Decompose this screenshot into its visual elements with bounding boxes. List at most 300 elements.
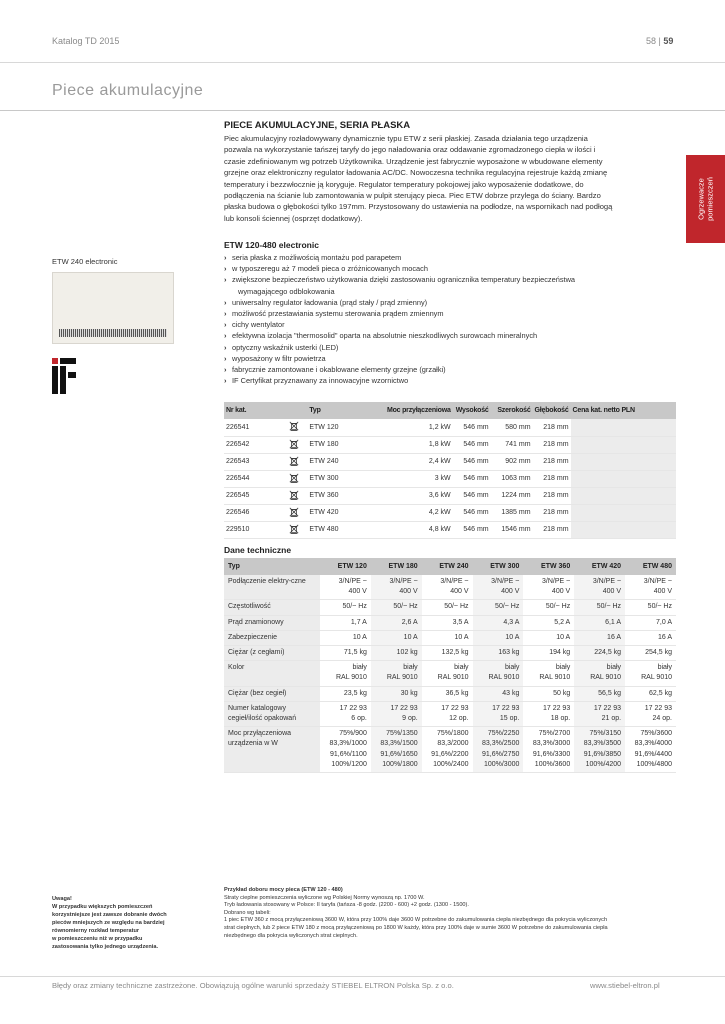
tech-cell-line: 400 V xyxy=(501,588,520,596)
power: 1,8 kW xyxy=(363,436,453,453)
tech-cell xyxy=(473,646,524,661)
note-line: w pomieszczeniu niż w przypadku xyxy=(52,936,143,942)
tech-cell xyxy=(523,575,574,600)
header-divider xyxy=(0,62,725,63)
footer-divider xyxy=(0,976,725,977)
tech-row-label: Częstotliwość xyxy=(224,600,320,615)
tech-cell xyxy=(473,727,524,773)
model-type: ETW 240 xyxy=(307,453,363,470)
tech-row xyxy=(224,575,676,600)
tech-cell-line: 10 A xyxy=(505,633,520,641)
tech-cell xyxy=(422,615,473,630)
feature-item xyxy=(224,263,676,274)
tech-cell xyxy=(320,646,371,661)
heater-vent-grille xyxy=(59,329,167,337)
disposal-icon-cell xyxy=(282,504,308,521)
catalog-col-header: Wysokość xyxy=(453,402,491,419)
tech-cell-line: 3/N/PE ~ xyxy=(338,578,367,585)
tech-cell-line: 12 op. xyxy=(449,715,469,723)
width: 741 mm xyxy=(491,436,533,453)
depth: 218 mm xyxy=(533,487,571,504)
note-line: zastosowania tylko jednego urządzenia. xyxy=(52,944,158,950)
tech-cell xyxy=(473,630,524,645)
tech-cell xyxy=(473,575,524,600)
catalog-row xyxy=(224,419,676,436)
tech-cell-line: 3/N/PE ~ xyxy=(491,578,520,585)
tech-row-label: Ciężar (bez cegieł) xyxy=(224,686,320,701)
catalog-row xyxy=(224,453,676,470)
tech-cell-line: 132,5 kg xyxy=(441,649,469,657)
tech-cell xyxy=(473,615,524,630)
price-cell xyxy=(571,487,676,504)
side-tab-label: Ogrzewacze pomieszczeń xyxy=(696,177,714,221)
tech-cell-line: 75%/1800 xyxy=(437,730,469,738)
tech-cell xyxy=(523,600,574,615)
tech-cell xyxy=(422,661,473,686)
tech-cell xyxy=(625,727,676,773)
catalog-col-header: Typ xyxy=(307,402,363,419)
tech-cell xyxy=(625,615,676,630)
tech-cell-line: 83,3%/2500 xyxy=(482,740,520,748)
tech-cell-line: 102 kg xyxy=(396,649,418,657)
tech-cell xyxy=(320,630,371,645)
tech-cell-line: 3/N/PE ~ xyxy=(643,578,672,585)
example-line: strat cieplnych, lub 2 piece ETW 180 z mocą przyłączeniową po 1800 W każdy, która przy 100% daje w sumie 3600 W potrzebne do zakumulowania ciepła xyxy=(224,924,608,931)
tech-cell xyxy=(371,630,422,645)
tech-cell-line: 75%/3600 xyxy=(640,730,672,738)
tech-cell-line: 43 kg xyxy=(502,689,520,697)
tech-cell xyxy=(320,701,371,726)
power: 2,4 kW xyxy=(363,453,453,470)
tech-cell-line: 4,3 A xyxy=(503,618,520,626)
tech-data-table xyxy=(224,558,676,773)
depth: 218 mm xyxy=(533,453,571,470)
tech-cell-line: 83,3%/3500 xyxy=(583,740,622,748)
catalog-row xyxy=(224,436,676,453)
tech-cell xyxy=(574,727,625,773)
feature-text: › IF Certyfikat przyznawany za innowacyjne wzornictwo xyxy=(232,376,409,386)
tech-cell-line: 50/~ Hz xyxy=(545,603,571,611)
tech-col-header: ETW 180 xyxy=(371,558,422,575)
width: 580 mm xyxy=(491,419,533,436)
tech-col-header: ETW 480 xyxy=(625,558,676,575)
tech-cell-line: 91,6%/3300 xyxy=(532,750,571,758)
intro-line: podłączenia na ścianie lub zamontowania w pulpit sterujący pieca. Piec ETW dobrze przylega do ściany. Bardzo xyxy=(224,191,601,201)
feature-text: wymagającego odblokowania xyxy=(238,286,335,296)
width: 1224 mm xyxy=(491,487,533,504)
price-cell xyxy=(571,470,676,487)
tech-row xyxy=(224,646,676,661)
weee-bin-icon xyxy=(289,421,299,431)
tech-cell xyxy=(523,727,574,773)
tech-cell-line: 400 V xyxy=(653,588,672,596)
product-image-label: ETW 240 electronic xyxy=(52,257,118,266)
tech-cell xyxy=(371,661,422,686)
model-type: ETW 360 xyxy=(307,487,363,504)
product-series-title: PIECE AKUMULACYJNE, SERIA PŁASKA xyxy=(224,120,411,131)
tech-cell xyxy=(422,646,473,661)
tech-cell-line: RAL 9010 xyxy=(641,674,672,682)
price-cell xyxy=(571,453,676,470)
tech-cell xyxy=(523,646,574,661)
selection-example xyxy=(224,887,676,940)
width: 1546 mm xyxy=(491,521,533,538)
tech-row xyxy=(224,615,676,630)
catalog-number: 226546 xyxy=(224,504,282,521)
intro-line: płaska budowa o głębokości tylko 197mm. Przystosowany do ustawienia na podłodze, na wspornikach nad podłogą xyxy=(224,202,613,212)
feature-item xyxy=(224,297,676,308)
tech-cell xyxy=(523,615,574,630)
tech-cell-line: 21 op. xyxy=(601,715,622,723)
tech-cell-line: 50/~ Hz xyxy=(495,603,520,611)
tech-cell xyxy=(574,575,625,600)
tech-cell xyxy=(625,661,676,686)
tech-cell-line: RAL 9010 xyxy=(437,674,469,682)
tech-row-label: Ciężar (z cegłami) xyxy=(224,646,320,661)
tech-cell-line: RAL 9010 xyxy=(488,674,520,682)
catalog-number: 226541 xyxy=(224,419,282,436)
intro-paragraph xyxy=(224,133,676,224)
feature-text: › seria płaska z możliwością montażu pod parapetem xyxy=(232,253,402,262)
tech-cell xyxy=(320,600,371,615)
tech-cell-line: biały xyxy=(403,664,418,672)
tech-cell-line: 194 kg xyxy=(549,649,571,657)
note-line: W przypadku większych pomieszczeń xyxy=(52,904,153,910)
catalog-col-header xyxy=(282,402,308,419)
tech-cell-line: 56,5 kg xyxy=(598,689,622,697)
tech-cell-line: 30 kg xyxy=(400,689,418,697)
tech-cell-line: biały xyxy=(555,664,571,672)
catalog-col-header: Cena kat. netto PLN xyxy=(571,402,676,419)
tech-cell xyxy=(371,727,422,773)
tech-cell-line: biały xyxy=(606,664,622,672)
tech-cell-line: 10 A xyxy=(352,633,367,641)
catalog-col-header: Nr kat. xyxy=(224,402,282,419)
feature-item xyxy=(224,319,676,330)
example-body xyxy=(224,895,676,941)
weee-bin-icon xyxy=(289,473,299,483)
tech-cell xyxy=(422,630,473,645)
tech-row xyxy=(224,600,676,615)
model-type: ETW 480 xyxy=(307,521,363,538)
catalog-row xyxy=(224,470,676,487)
disposal-icon-cell xyxy=(282,521,308,538)
tech-cell xyxy=(523,630,574,645)
price-cell xyxy=(571,436,676,453)
footer-disclaimer: Błędy oraz zmiany techniczne zastrzeżone. Obowiązują ogólne warunki sprzedaży STIEBEL ELTRON Polska Sp. z o.o. xyxy=(52,981,454,990)
tech-cell-line: RAL 9010 xyxy=(539,674,571,682)
intro-line: czasie zdefiniowanym wg potrzeb Użytkownika. Urządzenie jest fabrycznie wyposażone w wbudowane elementy xyxy=(224,156,603,166)
power: 3 kW xyxy=(363,470,453,487)
disposal-icon-cell xyxy=(282,487,308,504)
section-title: Piece akumulacyjne xyxy=(52,82,204,99)
tech-cell-line: biały xyxy=(454,664,469,672)
tech-cell-line: 17 22 93 xyxy=(542,704,571,712)
tech-cell xyxy=(320,615,371,630)
tech-cell xyxy=(523,686,574,701)
tech-row-label: Zabezpieczenie xyxy=(224,630,320,645)
feature-item xyxy=(224,364,676,375)
side-category-tab[interactable] xyxy=(686,155,725,243)
tech-cell xyxy=(625,646,676,661)
tech-cell-line: 7,0 A xyxy=(656,618,672,626)
depth: 218 mm xyxy=(533,504,571,521)
depth: 218 mm xyxy=(533,470,571,487)
tech-col-header: ETW 300 xyxy=(473,558,524,575)
tech-row xyxy=(224,701,676,726)
tech-cell xyxy=(371,701,422,726)
width: 1063 mm xyxy=(491,470,533,487)
tech-cell-line: 3,5 A xyxy=(452,618,469,626)
catalog-table-header xyxy=(224,402,676,419)
note-line: Uwaga! xyxy=(52,896,72,902)
features-list xyxy=(224,252,676,386)
catalog-number: 226545 xyxy=(224,487,282,504)
tech-cell xyxy=(371,600,422,615)
tech-cell-line: 100%/4800 xyxy=(636,760,672,768)
disposal-icon-cell xyxy=(282,453,308,470)
price-cell xyxy=(571,419,676,436)
tech-cell-line: 224,5 kg xyxy=(594,649,622,657)
tech-cell-line: 3/N/PE ~ xyxy=(592,578,622,585)
warning-note xyxy=(52,895,192,951)
feature-item xyxy=(224,252,676,263)
feature-text: › fabrycznie zamontowane i okablowane elementy grzejne (grzałki) xyxy=(232,365,446,375)
width: 902 mm xyxy=(491,453,533,470)
height: 546 mm xyxy=(453,470,491,487)
tech-col-header: ETW 420 xyxy=(574,558,625,575)
tech-row xyxy=(224,686,676,701)
tech-cell-line: 3/N/PE ~ xyxy=(389,578,418,585)
height: 546 mm xyxy=(453,436,491,453)
example-line: Straty cieplne pomieszczenia wyliczone wg Polskiej Normy wynoszą np. 1700 W. xyxy=(224,894,425,901)
height: 546 mm xyxy=(453,487,491,504)
tech-cell-line: 75%/3150 xyxy=(589,730,622,738)
tech-cell-line: 83,3%/1000 xyxy=(329,740,367,748)
tech-row xyxy=(224,727,676,773)
note-line: równomierny rozkład temperatur xyxy=(52,928,140,934)
tech-cell-line: 9 op. xyxy=(402,715,418,723)
depth: 218 mm xyxy=(533,521,571,538)
tech-cell-line: 2,6 A xyxy=(401,618,418,626)
tech-cell-line: 75%/2700 xyxy=(538,730,571,738)
tech-cell-line: 75%/900 xyxy=(339,730,367,738)
tech-cell xyxy=(574,646,625,661)
power: 3,6 kW xyxy=(363,487,453,504)
feature-item xyxy=(224,353,676,364)
tech-cell xyxy=(422,686,473,701)
disposal-icon-cell xyxy=(282,419,308,436)
if-design-award-icon xyxy=(52,358,76,394)
tech-cell-line: 91,6%/1100 xyxy=(329,750,367,758)
tech-cell-line: 16 A xyxy=(657,633,672,641)
tech-cell-line: 83,3/2000 xyxy=(437,740,469,748)
page-separator: | xyxy=(658,36,661,46)
tech-cell xyxy=(371,686,422,701)
tech-cell xyxy=(574,686,625,701)
weee-bin-icon xyxy=(289,490,299,500)
tech-cell-line: biały xyxy=(352,664,367,672)
tech-cell-line: 100%/3000 xyxy=(483,760,520,768)
tech-cell-line: 17 22 93 xyxy=(390,704,418,712)
tech-cell xyxy=(371,615,422,630)
tech-cell xyxy=(422,701,473,726)
tech-cell-line: 91,6%/4400 xyxy=(634,750,672,758)
feature-text: › w typoszeregu aż 7 modeli pieca o zróżnicowanych mocach xyxy=(232,264,428,274)
tech-cell-line: 17 22 93 xyxy=(593,704,622,712)
page-numbers xyxy=(646,36,673,46)
tech-cell-line: 50 kg xyxy=(553,689,571,697)
tech-row-label: Podłączenie elektry-czne xyxy=(224,575,320,600)
catalog-number: 226544 xyxy=(224,470,282,487)
intro-line: grzejne oraz elektroniczny regulator ładowania AC/DC. Nowoczesna technika regulacyjna rejestruje każdą zmianę xyxy=(224,168,608,178)
page-number-left: 58 xyxy=(646,36,657,46)
tech-cell-line: 75%/2250 xyxy=(487,730,520,738)
feature-text: › uniwersalny regulator ładowania (prąd stały / prąd zmienny) xyxy=(232,297,428,307)
note-line: korzystniejsze jest zawsze dobranie dwóch xyxy=(52,912,167,918)
tech-cell xyxy=(625,575,676,600)
feature-text: › optyczny wskaźnik usterki (LED) xyxy=(232,342,339,352)
example-title: Przykład doboru mocy pieca (ETW 120 - 480) xyxy=(224,887,343,893)
tech-data-title: Dane techniczne xyxy=(224,545,292,555)
tech-cell xyxy=(625,600,676,615)
tech-cell xyxy=(574,615,625,630)
tech-cell xyxy=(320,686,371,701)
height: 546 mm xyxy=(453,521,491,538)
weee-bin-icon xyxy=(289,507,299,517)
tech-col-header: Typ xyxy=(224,558,320,575)
tech-cell-line: 6,1 A xyxy=(605,618,622,626)
tech-cell-line: 71,5 kg xyxy=(343,649,367,657)
tech-cell-line: 17 22 93 xyxy=(492,704,520,712)
power: 1,2 kW xyxy=(363,419,453,436)
catalog-col-header: Głębokość xyxy=(533,402,571,419)
tech-cell xyxy=(422,600,473,615)
weee-bin-icon xyxy=(289,524,299,534)
tech-cell-line: 17 22 93 xyxy=(441,704,469,712)
tech-cell-line: 10 A xyxy=(454,633,469,641)
tech-cell-line: 400 V xyxy=(399,588,418,596)
tech-cell-line: 400 V xyxy=(348,588,367,596)
tech-cell-line: 254,5 kg xyxy=(645,649,672,657)
tech-cell xyxy=(625,630,676,645)
tech-cell xyxy=(574,630,625,645)
disposal-icon-cell xyxy=(282,436,308,453)
power: 4,8 kW xyxy=(363,521,453,538)
intro-line: pozwala na wykorzystanie tańszej taryfy do jego naładowania oraz oddawanie zgromadzonego ciepła w ilości i xyxy=(224,145,596,155)
example-line: niezbędnego dla pokrycia wyliczonych strat cieplnych. xyxy=(224,932,358,939)
tech-cell-line: 50/~ Hz xyxy=(596,603,622,611)
tech-cell-line: 5,2 A xyxy=(554,618,571,626)
tech-cell-line: 50/~ Hz xyxy=(444,603,469,611)
tech-cell-line: 24 op. xyxy=(652,715,672,723)
tech-row-label: Moc przyłączeniowa urządzenia w W xyxy=(224,727,320,773)
tech-cell-line: 17 22 93 xyxy=(339,704,367,712)
tech-cell-line: 400 V xyxy=(602,588,622,596)
feature-item xyxy=(224,375,676,386)
tech-cell-line: 163 kg xyxy=(498,649,520,657)
tech-cell-line: biały xyxy=(657,664,672,672)
tech-cell-line: 83,3%/3000 xyxy=(532,740,571,748)
weee-bin-icon xyxy=(289,456,299,466)
tech-cell xyxy=(523,701,574,726)
tech-cell xyxy=(625,701,676,726)
height: 546 mm xyxy=(453,453,491,470)
tech-cell-line: 10 A xyxy=(403,633,418,641)
tech-cell xyxy=(320,727,371,773)
tech-cell-line: 75%/1350 xyxy=(386,730,418,738)
feature-text: › zwiększone bezpieczeństwo użytkowania dzięki zastosowaniu ogranicznika temperatury bezpieczeństwa xyxy=(232,275,576,285)
tech-cell xyxy=(574,600,625,615)
tech-cell-line: RAL 9010 xyxy=(386,674,418,682)
model-type: ETW 300 xyxy=(307,470,363,487)
disposal-icon-cell xyxy=(282,470,308,487)
tech-cell-line: 1,7 A xyxy=(350,618,367,626)
tech-cell xyxy=(523,661,574,686)
catalog-row xyxy=(224,521,676,538)
height: 546 mm xyxy=(453,504,491,521)
tech-row xyxy=(224,630,676,645)
tech-cell-line: 62,5 kg xyxy=(649,689,672,697)
tech-cell-line: 17 22 93 xyxy=(644,704,672,712)
tech-cell-line: 100%/3600 xyxy=(534,760,571,768)
tech-cell-line: 18 op. xyxy=(550,715,571,723)
feature-item xyxy=(224,274,676,296)
example-line: Tryb ładowania stosowany w Polsce: II taryfa (tańsza -8 godz. (2200 - 600) +2 godz. (1300 - 1500). xyxy=(224,902,469,909)
tech-cell-line: RAL 9010 xyxy=(335,674,367,682)
tech-cell-line: 100%/4200 xyxy=(585,760,622,768)
tech-cell xyxy=(574,661,625,686)
catalog-col-header: Moc przyłączeniowa xyxy=(363,402,453,419)
tech-cell-line: RAL 9010 xyxy=(590,674,622,682)
tech-cell xyxy=(625,686,676,701)
tech-cell-line: 91,6%/2750 xyxy=(482,750,520,758)
catalog-row xyxy=(224,487,676,504)
tech-cell-line: 91,6%/3850 xyxy=(583,750,622,758)
tech-cell-line: 100%/2400 xyxy=(433,760,469,768)
power: 4,2 kW xyxy=(363,504,453,521)
catalog-number: 226542 xyxy=(224,436,282,453)
website-link[interactable]: www.stiebel-eltron.pl xyxy=(590,981,660,990)
tech-cell-line: 23,5 kg xyxy=(343,689,367,697)
price-cell xyxy=(571,521,676,538)
tech-cell-line: 400 V xyxy=(551,588,571,596)
tech-cell-line: 36,5 kg xyxy=(445,689,469,697)
tech-cell xyxy=(371,575,422,600)
feature-item xyxy=(224,330,676,341)
weee-bin-icon xyxy=(289,439,299,449)
catalog-row xyxy=(224,504,676,521)
tech-cell xyxy=(473,661,524,686)
feature-text: › cichy wentylator xyxy=(232,320,285,330)
model-type: ETW 120 xyxy=(307,419,363,436)
example-line: Dobrano wg tabeli: xyxy=(224,909,271,916)
tech-cell-line: 16 A xyxy=(607,633,622,641)
tech-cell-line: 50/~ Hz xyxy=(342,603,367,611)
intro-line: lub konsoli ściennej (osprzęt dodatkowy). xyxy=(224,213,363,223)
intro-line: Piec akumulacyjny rozładowywany dynamicznie typu ETW z serii płaskiej. Zasada działania tego urządzenia xyxy=(224,134,588,143)
tech-cell-line: 400 V xyxy=(450,588,469,596)
tech-col-header: ETW 240 xyxy=(422,558,473,575)
model-type: ETW 420 xyxy=(307,504,363,521)
tech-cell-line: biały xyxy=(504,664,520,672)
feature-item xyxy=(224,342,676,353)
model-type: ETW 180 xyxy=(307,436,363,453)
tech-cell-line: 15 op. xyxy=(499,715,520,723)
tech-cell-line: 3/N/PE ~ xyxy=(542,578,571,585)
tech-cell xyxy=(574,701,625,726)
tech-cell xyxy=(473,600,524,615)
